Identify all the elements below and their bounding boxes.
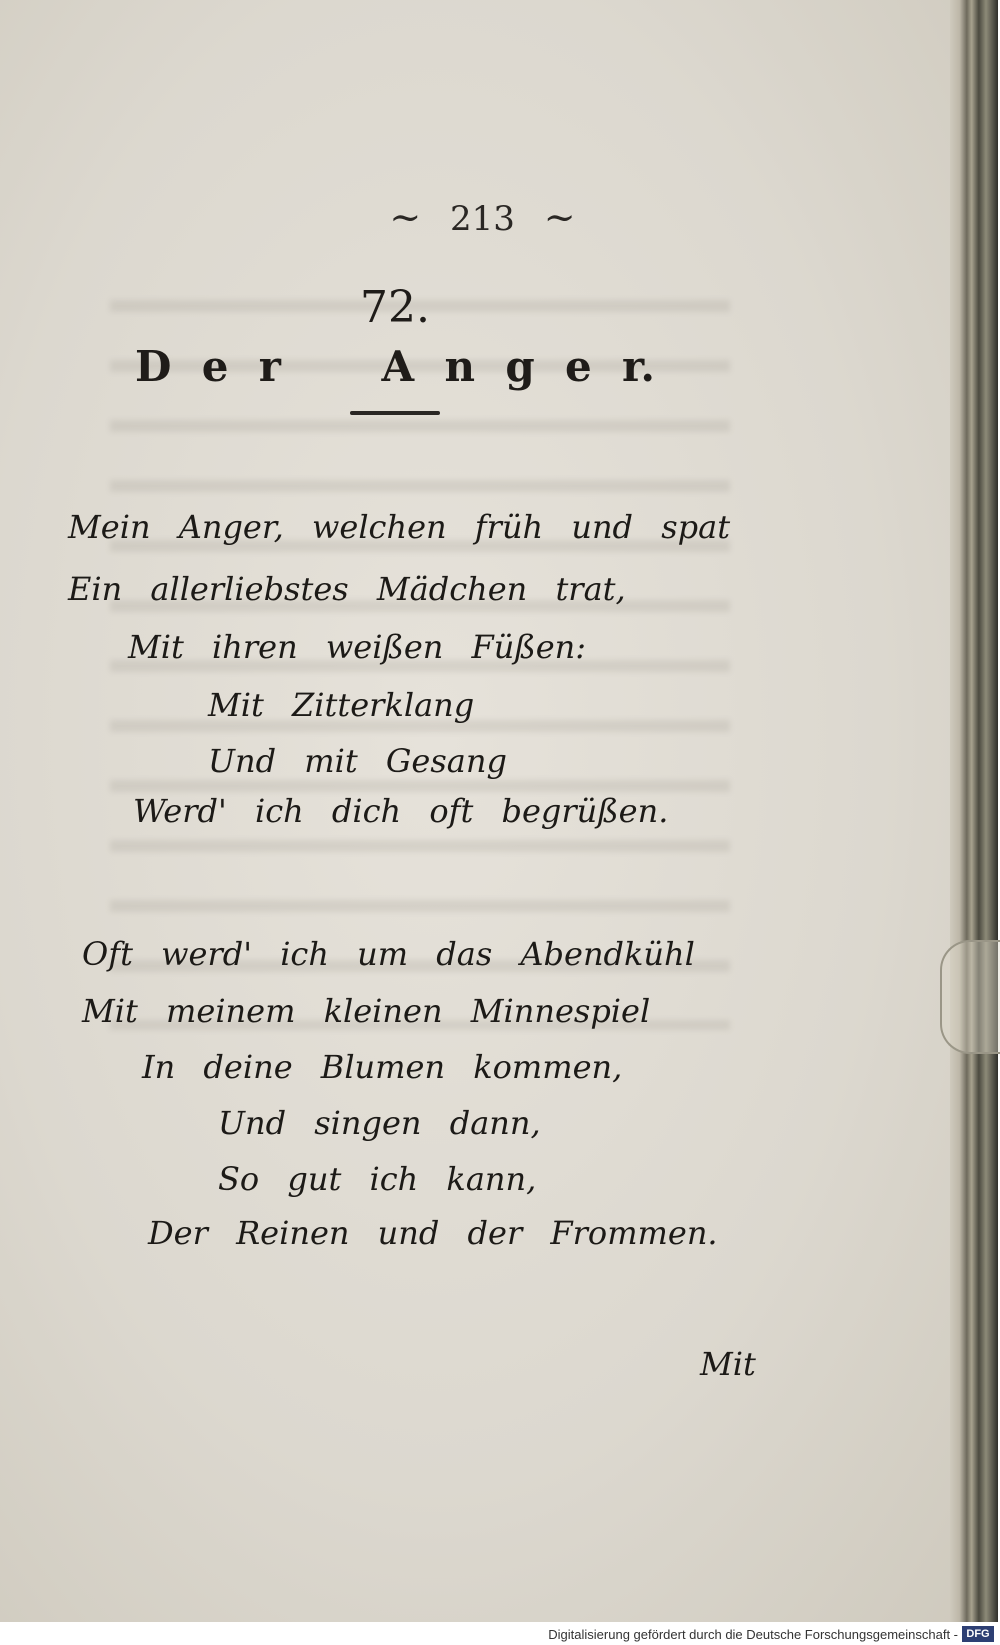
- book-clasp: [940, 940, 1000, 1054]
- page-header: [0, 195, 965, 239]
- verse-line: Und mit Gesang: [208, 742, 507, 780]
- verse-line: Und singen dann,: [218, 1104, 541, 1142]
- poem-title: [135, 342, 655, 391]
- verse-line: Mein Anger, welchen früh und spat: [68, 508, 731, 546]
- ornament-right-icon: ~: [543, 195, 576, 239]
- title-letter: r: [258, 342, 281, 391]
- ornament-left-icon: ~: [389, 195, 422, 239]
- page-number: 213: [450, 199, 515, 239]
- title-word-gap: [311, 342, 351, 391]
- title-rule: [350, 411, 440, 415]
- catchword: Mit: [700, 1345, 756, 1383]
- title-letter: e: [565, 342, 592, 391]
- verse-line: Oft werd' ich um das Abendkühl: [82, 935, 695, 973]
- verse-line: Der Reinen und der Frommen.: [148, 1214, 718, 1252]
- verse-line: Mit ihren weißen Füßen:: [128, 628, 587, 666]
- verse-line: Mit meinem kleinen Minnespiel: [82, 992, 651, 1030]
- poem-number: 72.: [360, 282, 430, 333]
- title-letter: D: [135, 342, 172, 391]
- verse-line: Werd' ich dich oft begrüßen.: [133, 792, 669, 830]
- verse-line: Mit Zitterklang: [208, 686, 475, 724]
- title-letter: A: [381, 342, 415, 391]
- digitization-footer: [0, 1624, 1000, 1645]
- funding-credit: Digitalisierung gefördert durch die Deutsche Forschungsgemeinschaft -: [548, 1627, 958, 1642]
- verse-line: In deine Blumen kommen,: [142, 1048, 623, 1086]
- title-letter: n: [444, 342, 475, 391]
- title-letter: r.: [622, 342, 655, 391]
- verse-line: So gut ich kann,: [218, 1160, 537, 1198]
- dfg-logo-icon: DFG: [962, 1626, 994, 1642]
- title-letter: e: [201, 342, 229, 391]
- book-page-edges: [950, 0, 998, 1622]
- verse-line: Ein allerliebstes Mädchen trat,: [68, 570, 626, 608]
- title-letter: g: [505, 342, 535, 391]
